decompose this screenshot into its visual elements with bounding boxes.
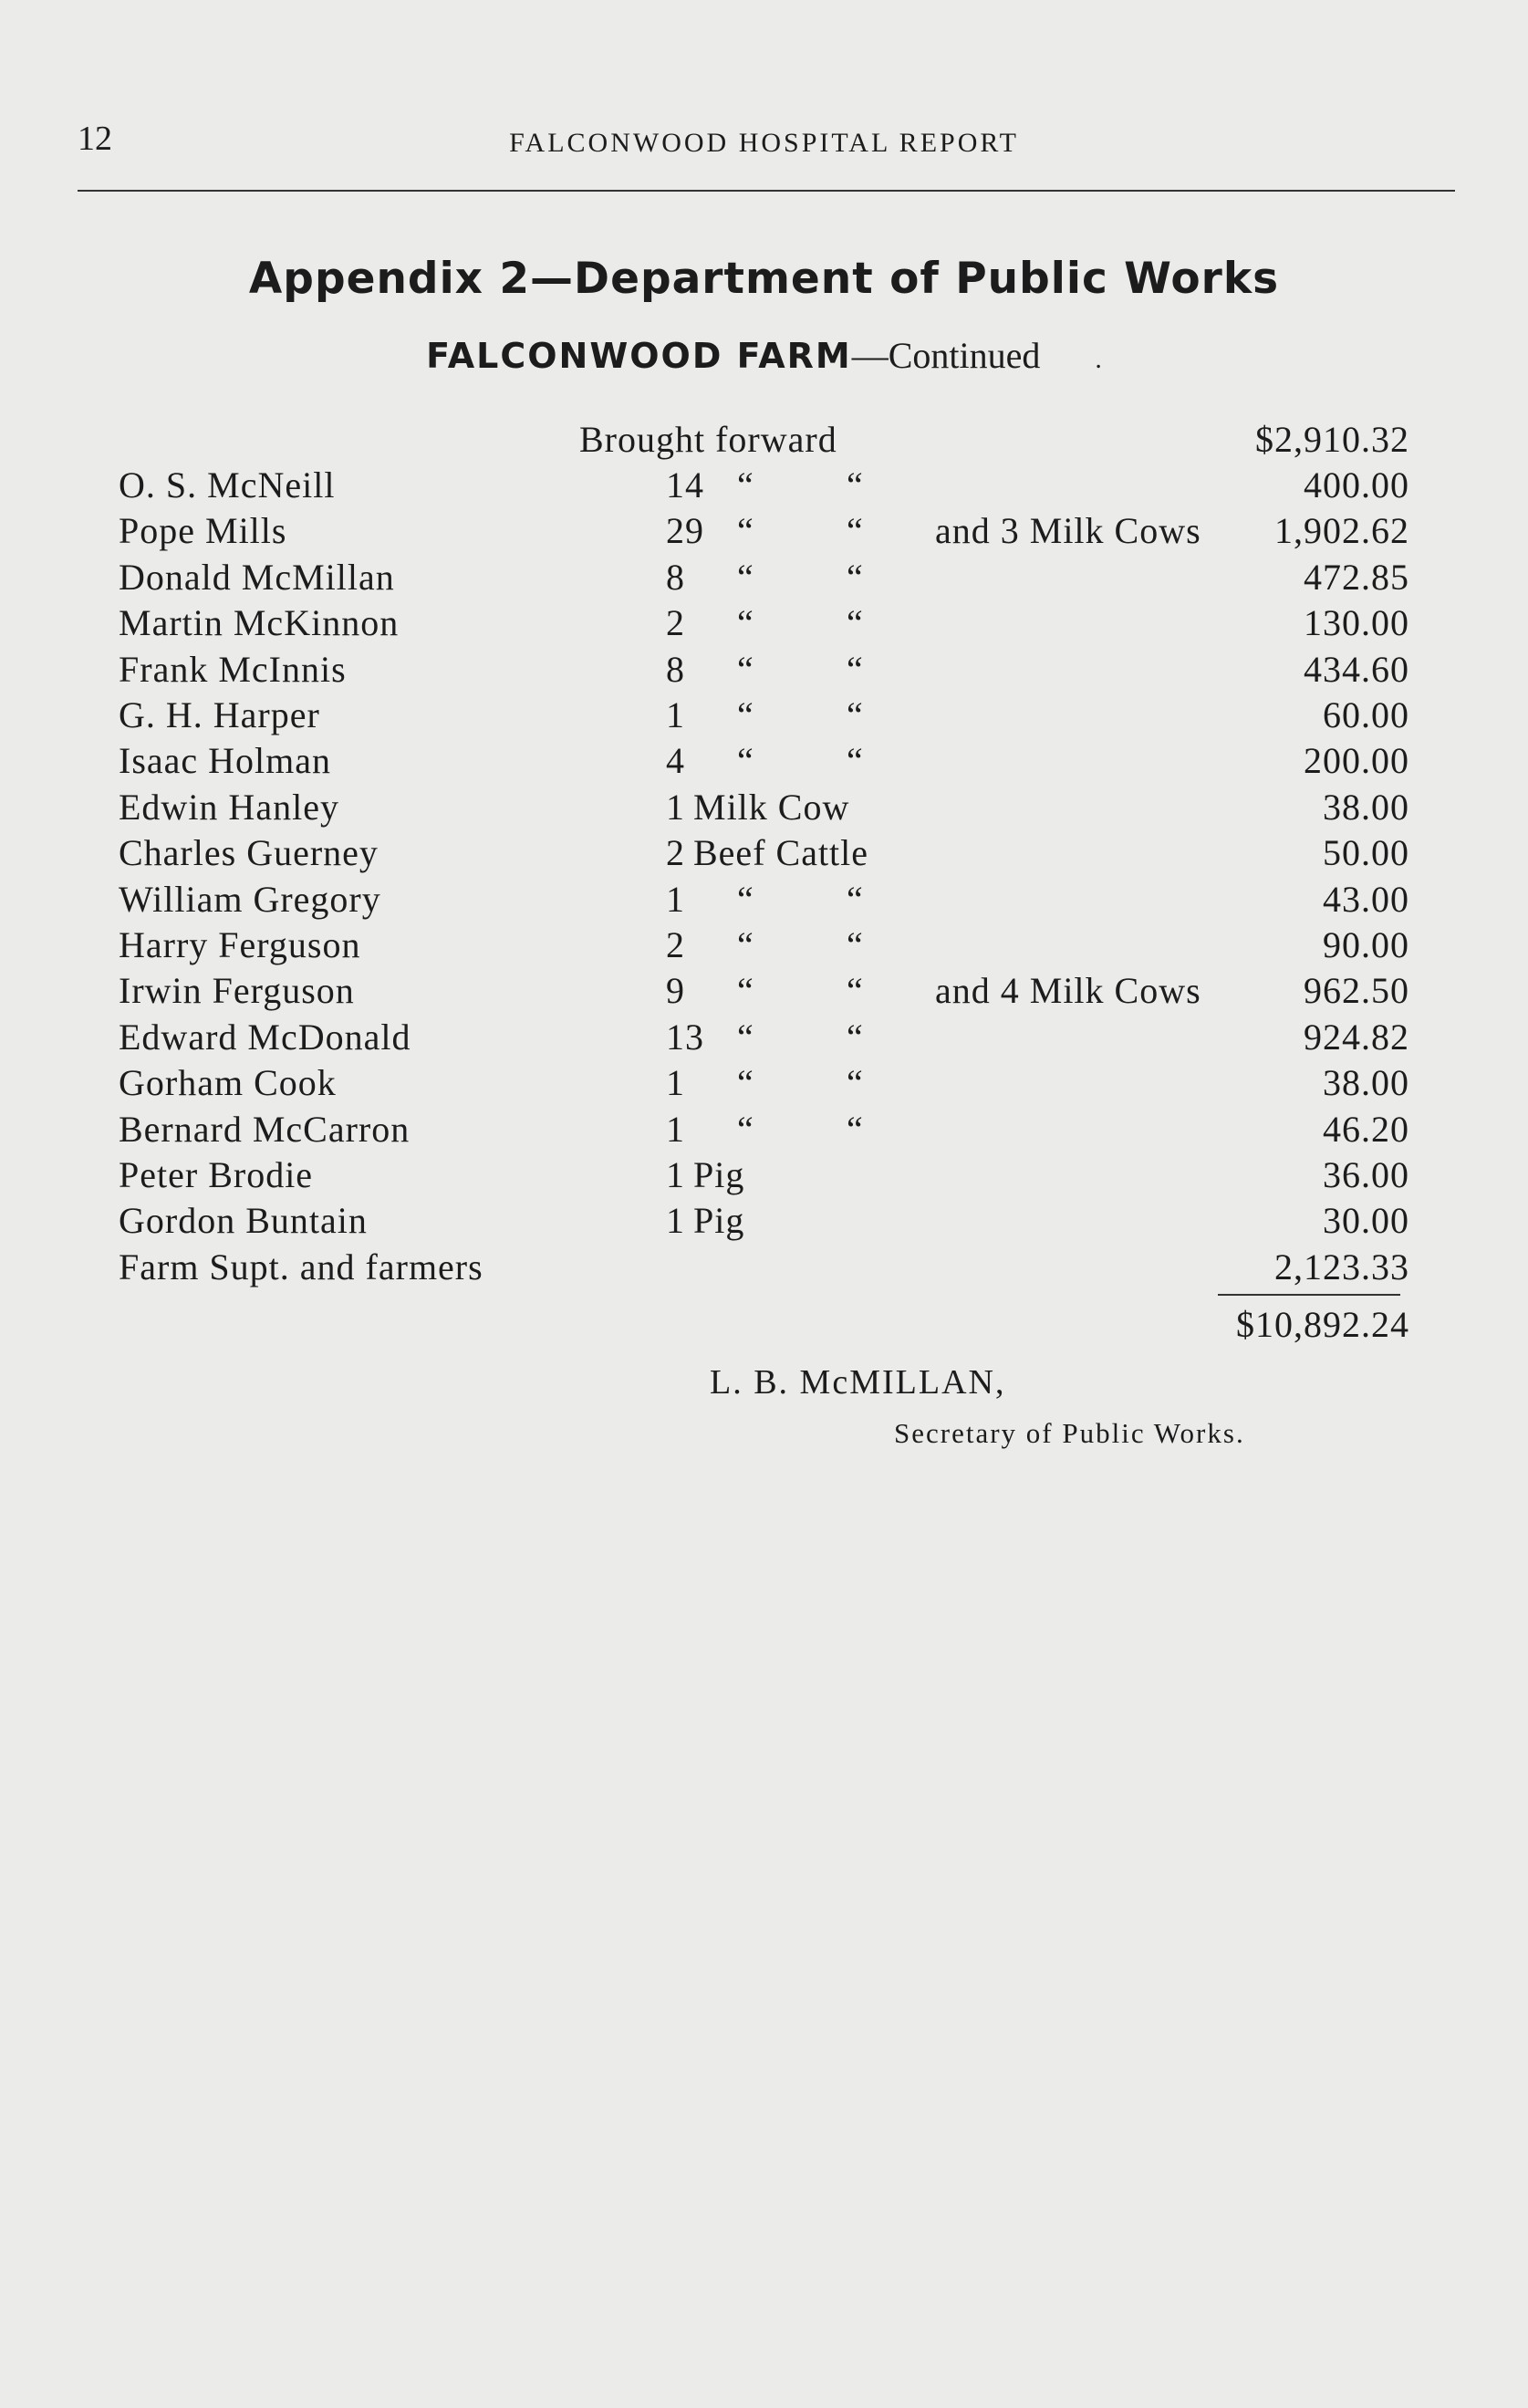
row-name: Harry Ferguson [119,924,361,965]
row-quantity: 8 [666,648,685,690]
continued-label: —Continued [851,335,1041,376]
ditto-mark: “ [737,648,754,690]
table-row [0,648,1528,693]
row-name: Donald McMillan [119,556,395,598]
table-row [0,1199,1528,1245]
table-row [0,923,1528,969]
page-number: 12 [78,120,112,158]
table-row [0,1016,1528,1061]
table-row [0,556,1528,601]
table-row [0,1246,1528,1291]
ditto-mark: “ [737,970,754,1012]
row-name: O. S. McNeill [119,464,336,506]
table-row [0,1153,1528,1199]
header-rule [78,190,1455,192]
table-row [0,786,1528,831]
brought-forward-row [0,418,1528,464]
row-quantity: 4 [666,740,685,782]
row-amount: 962.50 [1304,970,1409,1012]
row-amount: 434.60 [1304,648,1409,690]
row-quantity: 1 [666,1200,685,1242]
ditto-mark: “ [737,878,754,920]
appendix-title: Appendix 2—Department of Public Works [248,254,1280,304]
row-quantity: 2 [666,924,685,965]
row-quantity: 8 [666,556,685,598]
row-amount: 46.20 [1323,1108,1409,1150]
row-name: Bernard McCarron [119,1108,411,1150]
ditto-mark: “ [847,510,864,552]
row-amount: 43.00 [1323,878,1409,920]
row-amount: 50.00 [1323,832,1409,874]
ditto-mark: “ [737,602,754,644]
row-amount: 38.00 [1323,1062,1409,1104]
total-amount: $10,892.24 [1236,1304,1409,1345]
row-amount: 472.85 [1304,556,1409,598]
table-row [0,969,1528,1015]
row-quantity: 1 [666,694,685,735]
running-head: FALCONWOOD HOSPITAL REPORT [509,128,1019,158]
row-name: Gordon Buntain [119,1200,368,1242]
ditto-mark: “ [847,740,864,782]
ditto-mark: “ [737,1108,754,1150]
row-quantity: 13 [666,1016,704,1058]
total-rule [1218,1294,1400,1296]
table-row [0,509,1528,555]
row-quantity: 1 [666,1108,685,1150]
row-name: Pope Mills [119,510,287,552]
row-item: Beef Cattle [693,832,869,874]
row-amount: 130.00 [1304,602,1409,644]
row-note: and 3 Milk Cows [935,510,1201,552]
ditto-mark: “ [847,1016,864,1058]
table-row [0,878,1528,923]
row-quantity: 1 [666,786,685,828]
row-name: Isaac Holman [119,740,332,782]
row-quantity: 2 [666,602,685,644]
row-quantity: 1 [666,1154,685,1195]
row-name: Edward McDonald [119,1016,411,1058]
row-name: Edwin Hanley [119,786,339,828]
farm-name: FALCONWOOD FARM [426,336,852,376]
table-row [0,831,1528,877]
ditto-mark: “ [737,510,754,552]
row-amount: 1,902.62 [1274,510,1409,552]
ditto-mark: “ [847,602,864,644]
row-name: Irwin Ferguson [119,970,355,1012]
row-item: Milk Cow [693,786,850,828]
row-quantity: 2 [666,832,685,874]
signature-title: Secretary of Public Works. [894,1417,1245,1449]
ditto-mark: “ [737,1016,754,1058]
section-title [0,334,1528,377]
table-row [0,464,1528,509]
ditto-mark: “ [737,924,754,965]
ditto-mark: “ [847,556,864,598]
ditto-mark: “ [737,464,754,506]
row-amount: 924.82 [1304,1016,1409,1058]
ditto-mark: “ [847,648,864,690]
row-name: Farm Supt. and farmers [119,1246,483,1287]
row-quantity: 9 [666,970,685,1012]
ditto-mark: “ [847,924,864,965]
row-amount: 400.00 [1304,464,1409,506]
table-row [0,601,1528,647]
row-item: Pig [693,1200,745,1242]
row-name: Frank McInnis [119,648,347,690]
brought-forward-label: Brought forward [579,419,837,460]
row-quantity: 14 [666,464,704,506]
signature-name: L. B. McMILLAN, [710,1363,1006,1402]
row-amount: 38.00 [1323,786,1409,828]
ditto-mark: “ [737,1062,754,1104]
ditto-mark: “ [847,694,864,735]
row-amount: 200.00 [1304,740,1409,782]
row-name: William Gregory [119,878,381,920]
row-name: G. H. Harper [119,694,320,735]
ditto-mark: “ [847,970,864,1012]
ditto-mark: “ [847,1062,864,1104]
ditto-mark: “ [737,556,754,598]
row-name: Gorham Cook [119,1062,337,1104]
ditto-mark: “ [737,694,754,735]
row-amount: 36.00 [1323,1154,1409,1195]
row-item: Pig [693,1154,745,1195]
row-quantity: 1 [666,878,685,920]
table-row [0,1061,1528,1107]
row-name: Charles Guerney [119,832,379,874]
row-quantity: 1 [666,1062,685,1104]
row-amount: 60.00 [1323,694,1409,735]
table-row [0,693,1528,739]
ditto-mark: “ [847,464,864,506]
ditto-mark: “ [847,1108,864,1150]
table-row [0,1108,1528,1153]
row-amount: 2,123.33 [1274,1246,1409,1287]
row-name: Peter Brodie [119,1154,314,1195]
row-amount: 90.00 [1323,924,1409,965]
row-name: Martin McKinnon [119,602,400,644]
row-note: and 4 Milk Cows [935,970,1201,1012]
stray-mark: . [1095,344,1102,374]
ditto-mark: “ [847,878,864,920]
total-row [0,1303,1528,1349]
table-row [0,739,1528,785]
row-amount: 30.00 [1323,1200,1409,1242]
brought-forward-amount: $2,910.32 [1255,419,1409,460]
ditto-mark: “ [737,740,754,782]
row-quantity: 29 [666,510,704,552]
